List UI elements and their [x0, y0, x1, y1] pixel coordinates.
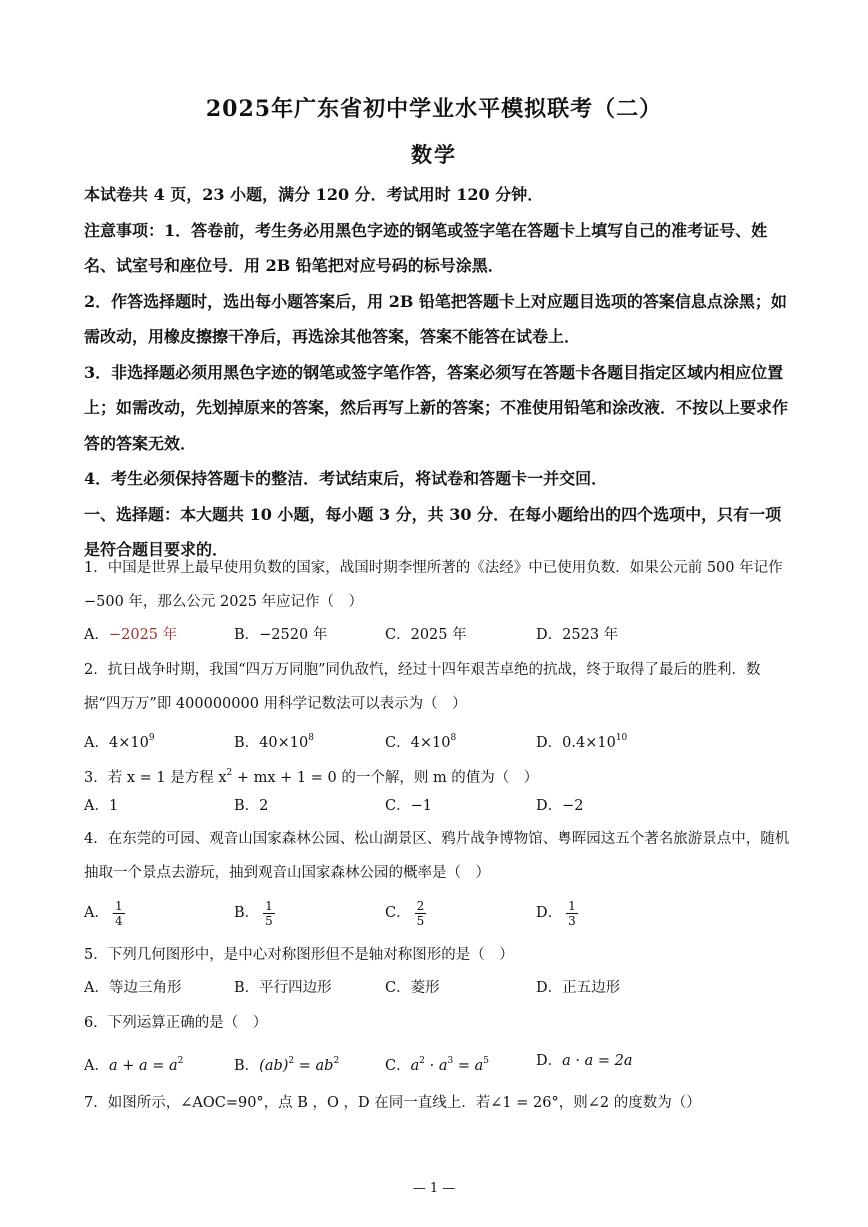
option-b: B．2: [234, 798, 269, 814]
question-7: [84, 1086, 794, 1120]
question-4: [84, 822, 794, 890]
question-5-options: [84, 973, 794, 1003]
option-d: D．正五边形: [536, 980, 621, 996]
option-d: D．$0.4\times 10^{10}$: [536, 733, 628, 751]
question-stem: 1．中国是世界上最早使用负数的国家，战国时期李悝所著的《法经》中已使用负数．如果公元前 500 年记作 −500 年，那么公元 2025 年应记作（ ）: [84, 560, 783, 610]
question-stem: 4．在东莞的可园、观音山国家森林公园、松山湖景区、鸦片战争博物馆、粤晖园这五个著名旅游景点中，随机抽取一个景点去游玩，抽到观音山国家森林公园的概率是（ ）: [84, 831, 790, 881]
question-6-options: [84, 1046, 794, 1076]
option-a: A．等边三角形: [84, 980, 182, 996]
fraction: $\frac{1}{3}$: [568, 898, 576, 928]
fraction: $\frac{2}{5}$: [416, 898, 425, 928]
option-a: A． $\frac{1}{4}$: [84, 898, 123, 928]
option-c: C． $\frac{2}{5}$: [385, 898, 425, 928]
option-c: C．$a^2 \cdot a^3 = a^5$: [385, 1056, 489, 1074]
question-1: [84, 551, 794, 619]
question-3-options: [84, 791, 794, 821]
option-a: A．1: [84, 798, 119, 814]
section-heading: 一、选择题：本大题共 10 小题，每小题 3 分，共 30 分．在每小题给出的四个选项中，只有一项是符合题目要求的．: [84, 504, 782, 559]
option-b: B．平行四边形: [234, 980, 332, 996]
option-c: C．−1: [385, 798, 432, 814]
instruction-line: 注意事项：1．答卷前，考生务必用黑色字迹的钢笔或签字笔在答题卡上填写自己的准考证号、姓名、试室号和座位号．用 2B 铅笔把对应号码的标号涂黑．: [84, 220, 768, 275]
fraction: $\frac{1}{4}$: [114, 898, 123, 928]
option-b: B．−2520 年: [234, 627, 328, 643]
option-d: D． $\frac{1}{3}$: [536, 898, 576, 928]
question-stem: 6．下列运算正确的是（ ）: [84, 1015, 268, 1031]
question-4-options: [84, 898, 794, 932]
exam-title: 2025年广东省初中学业水平模拟联考（二）: [205, 96, 663, 122]
instruction-line: 2．作答选择题时，选出每小题答案后，用 2B 铅笔把答题卡上对应题目选项的答案信息点涂黑；如需改动，用橡皮擦擦干净后，再选涂其他答案，答案不能答在试卷上．: [84, 291, 787, 346]
option-b: B．$(ab)^2 = ab^2$: [234, 1056, 340, 1074]
option-c: C．$4\times 10^8$: [385, 733, 457, 751]
option-b: B． $\frac{1}{5}$: [234, 898, 273, 928]
option-a: A．$4\times 10^9$: [84, 733, 155, 751]
question-1-options: [84, 620, 794, 650]
instruction-line: 3．非选择题必须用黑色字迹的钢笔或签字笔作答，答案必须写在答题卡各题目指定区域内相应位置上；如需改动，先划掉原来的答案，然后再写上新的答案；不准使用铅笔和涂改液．不按以上要求作答的答案无效．: [84, 362, 789, 453]
question-stem: 2．抗日战争时期，我国“四万万同胞”同仇敌忾，经过十四年艰苦卓绝的抗战，终于取得了最后的胜利．数据“四万万”即 400000000 用科学记数法可以表示为（ ）: [84, 662, 761, 712]
instructions: [84, 177, 794, 568]
option-c: C．2025 年: [385, 627, 467, 643]
option-a: A．−2025 年: [84, 627, 178, 643]
option-d: D．−2: [536, 798, 584, 814]
page-number: — 1 —: [412, 1181, 456, 1196]
instruction-line: 本试卷共 4 页，23 小题，满分 120 分．考试用时 120 分钟．: [84, 185, 544, 204]
subject-title: 数学: [411, 142, 457, 167]
question-2-options: [84, 723, 794, 753]
option-d: D．2523 年: [536, 627, 619, 643]
fraction: $\frac{1}{5}$: [265, 898, 273, 928]
question-stem: 5．下列几何图形中，是中心对称图形但不是轴对称图形的是（ ）: [84, 947, 514, 963]
option-b: B．$40\times 10^8$: [234, 733, 314, 751]
instruction-line: 4．考生必须保持答题卡的整洁．考试结束后，将试卷和答题卡一并交回．: [84, 469, 608, 488]
question-stem: 3．若 x = 1 是方程 $x^2$ + mx + 1 = 0 的一个解，则 m 的值为（ ）: [84, 768, 539, 786]
option-c: C．菱形: [385, 980, 440, 996]
option-a: A．$a + a = a^2$: [84, 1056, 184, 1074]
question-3: [84, 756, 794, 795]
option-d: D．a · a = 2a: [536, 1053, 633, 1069]
question-5: [84, 938, 794, 972]
question-stem: 7．如图所示，∠AOC=90°，点 B ，O ，D 在同一直线上．若∠1 = 26°，则∠2 的度数为（）: [84, 1095, 701, 1111]
question-6: [84, 1006, 794, 1040]
question-2: [84, 653, 794, 721]
